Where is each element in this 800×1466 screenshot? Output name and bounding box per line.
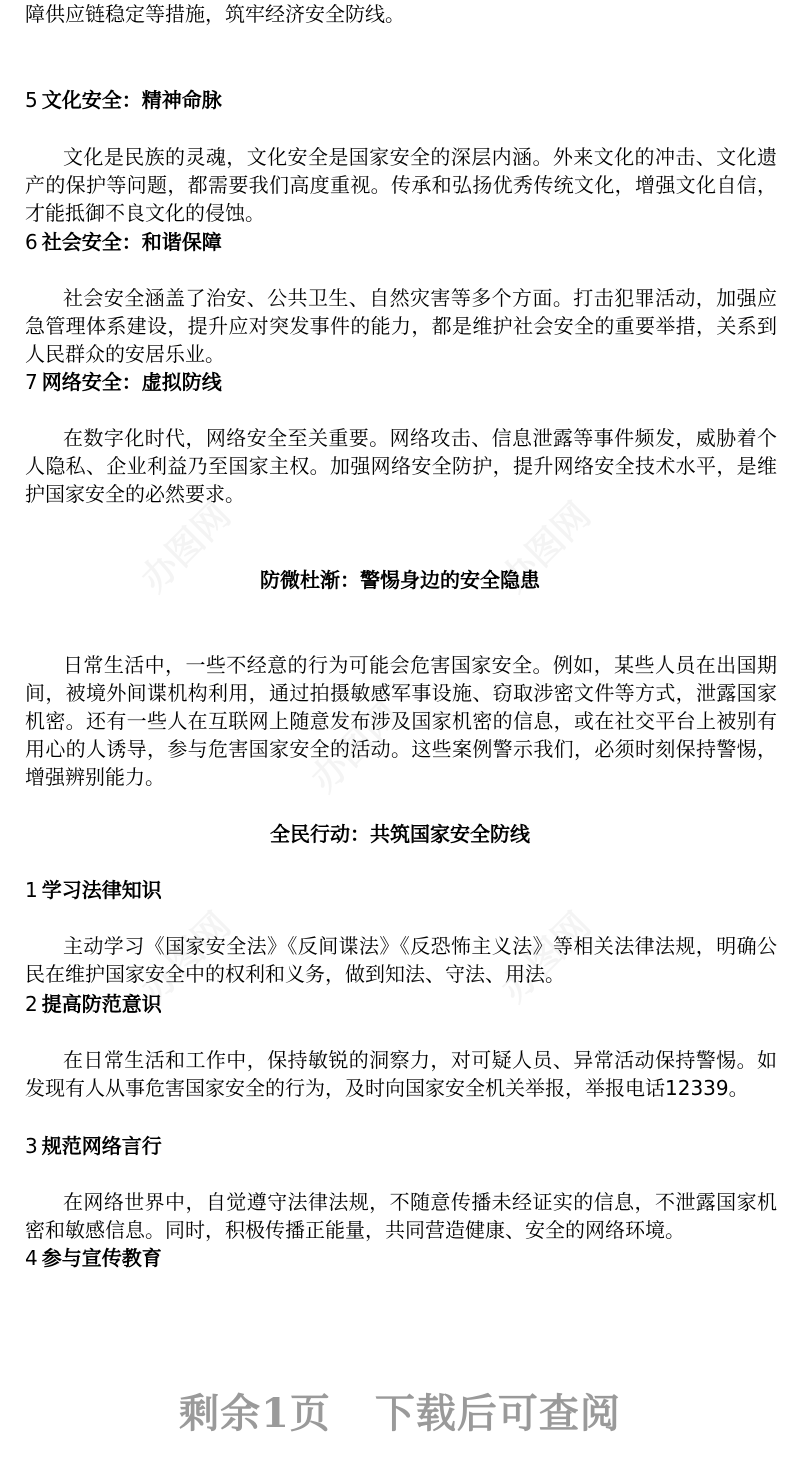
part-title: 防微杜渐：警惕身边的安全隐患 (260, 568, 540, 592)
action-item-number: 4 (25, 1246, 38, 1270)
action-item-heading (25, 990, 162, 1018)
section-body: 文化是民族的灵魂，文化安全是国家安全的深层内涵。外来文化的冲击、文化遗产的保护等问题，都需要我们高度重视。传承和弘扬优秀传统文化，增强文化自信，才能抵御不良文化的侵蚀。 (25, 145, 777, 225)
action-item-heading (25, 876, 162, 904)
section-title: 社会安全：和谐保障 (41, 230, 222, 254)
part-title: 全民行动：共筑国家安全防线 (270, 822, 530, 846)
part-body: 日常生活中，一些不经意的行为可能会危害国家安全。例如，某些人员在出国期间，被境外间谍机构利用，通过拍摄敏感军事设施、窃取涉密文件等方式，泄露国家机密。还有一些人在互联网上随意发布涉及国家机密的信息，或在社交平台上被别有用心的人诱导，参与危害国家安全的活动。这些案例警示我们，必须时刻保持警惕，增强辨别能力。 (25, 653, 777, 789)
action-item-body: 在网络世界中，自觉遵守法律法规，不随意传播未经证实的信息，不泄露国家机密和敏感信息。同时，积极传播正能量，共同营造健康、安全的网络环境。 (25, 1190, 777, 1242)
section-title: 网络安全：虚拟防线 (41, 370, 222, 394)
action-item-heading (25, 1244, 162, 1272)
remaining-pages-label: 剩余1页 (179, 1390, 331, 1437)
section-number: 7 (25, 370, 38, 394)
section-heading (25, 368, 222, 396)
action-item-number: 3 (25, 1134, 38, 1158)
section-body: 社会安全涵盖了治安、公共卫生、自然灾害等多个方面。打击犯罪活动，加强应急管理体系建设，提升应对突发事件的能力，都是维护社会安全的重要举措，关系到人民群众的安居乐业。 (25, 286, 777, 366)
intro-paragraph-tail: 障供应链稳定等措施，筑牢经济安全防线。 (25, 2, 405, 26)
remaining-pages-banner[interactable] (0, 1390, 800, 1438)
action-item-number: 2 (25, 992, 38, 1016)
action-item-title: 学习法律知识 (41, 878, 162, 902)
action-item-body: 主动学习《国家安全法》《反间谍法》《反恐怖主义法》等相关法律法规，明确公民在维护国家安全中的权利和义务，做到知法、守法、用法。 (25, 934, 777, 986)
section-heading (25, 86, 222, 114)
action-item-title: 参与宣传教育 (41, 1246, 162, 1270)
section-number: 5 (25, 88, 38, 112)
action-item-title: 提高防范意识 (41, 992, 162, 1016)
download-to-view-label: 下载后可查阅 (374, 1390, 621, 1437)
section-number: 6 (25, 230, 38, 254)
action-item-body: 在日常生活和工作中，保持敏锐的洞察力，对可疑人员、异常活动保持警惕。如发现有人从事危害国家安全的行为，及时向国家安全机关举报，举报电话12339。 (25, 1048, 777, 1100)
action-item-title: 规范网络言行 (41, 1134, 162, 1158)
section-body: 在数字化时代，网络安全至关重要。网络攻击、信息泄露等事件频发，威胁着个人隐私、企业利益乃至国家主权。加强网络安全防护，提升网络安全技术水平，是维护国家安全的必然要求。 (25, 426, 777, 506)
section-title: 文化安全：精神命脉 (41, 88, 222, 112)
action-item-heading (25, 1132, 162, 1160)
section-heading (25, 228, 222, 256)
action-item-number: 1 (25, 878, 38, 902)
